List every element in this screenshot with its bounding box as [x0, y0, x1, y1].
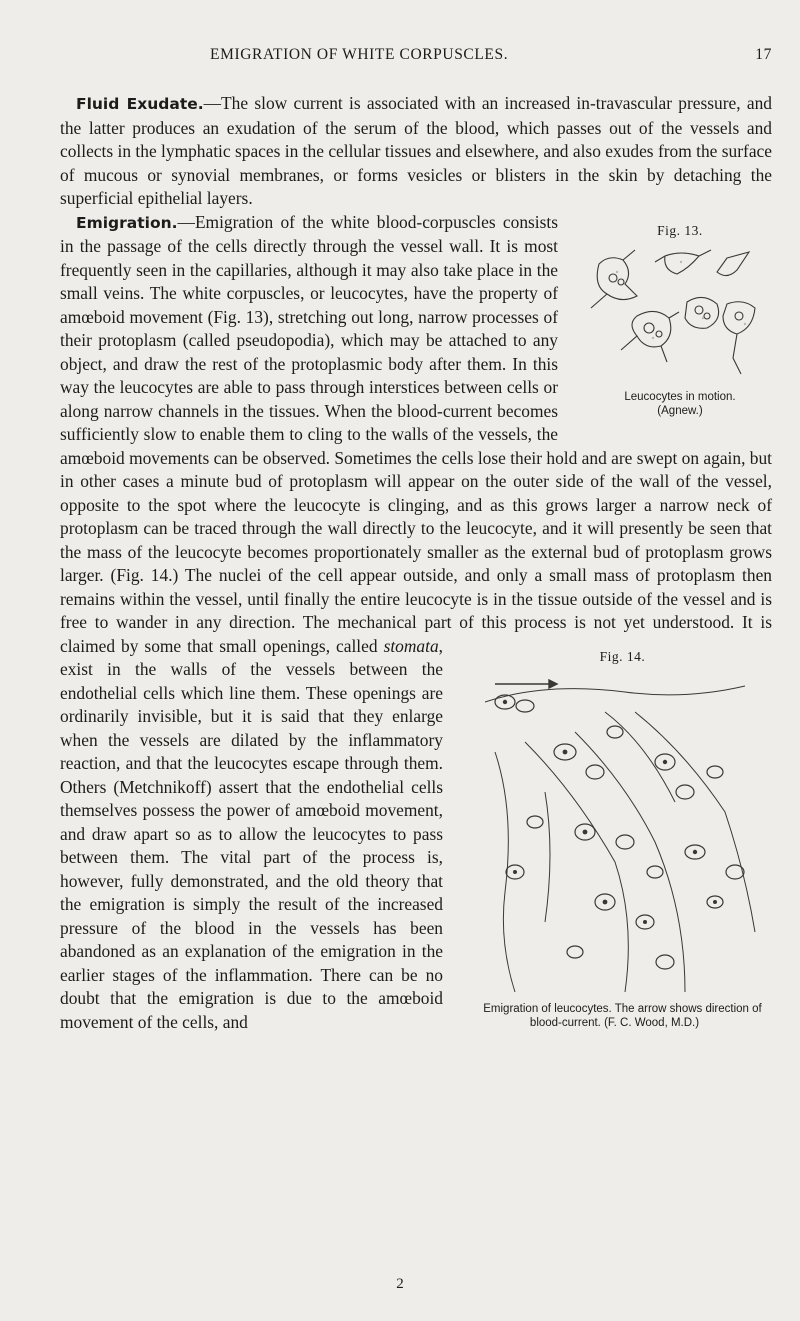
term-stomata: stomata [383, 635, 439, 656]
figure-13 [572, 219, 772, 423]
figure-14-label: Fig. 14. [599, 648, 646, 664]
paragraph-fluid-exudate [60, 92, 772, 211]
paragraph-text-part1: —Emigration of the white blood-corpuscles consists in the passage of the cells directly through the vessel wall. It is most frequently seen in the capillaries, although it may also take place in the small veins. The white corpuscles, or leucocytes, have the property of amœboid movement (Fig. 13), stretching out long, narrow processes of their protoplasm (called pseudopodia), which may be attached to any object, and draw the rest of the protoplasmic body after them. In this way the leucocytes are able to pass through interstices between cells or along narrow channels in the tissues. When the blood-current becomes sufficiently slow to enable them to cling to the walls of the vessels, the amœboid movements can be observed. Sometimes the cells lose their hold and are swept on again, but in other cases a minute bud of protoplasm will appear on the outer side of the wall of the vessel, opposite to the spot where the leucocyte is clinging, and as this grows larger a narrow neck of protoplasm can be traced through the wall directly to the leucocyte, and it will presently be seen that the mass of the leucocyte becomes proportionately smaller as the external bud of protoplasm grows larger. (Fig. 14.) The nuclei of the cell appear outside, and only a small mass of protoplasm then remains within the vessel, until finally the entire leucocyte is in the tissue outside of the vessel and is free to wander in any direction. The mechanical part of this process is not yet understood. It is claimed by some that small openings, called [60, 211, 772, 656]
paragraph-emigration [60, 211, 772, 1035]
paragraph-text: —The slow current is associated with an increased in-travascular pressure, and the latter produces an exudation of the serum of the blood, which passes out of the vessels and collects in the lymphatic spaces in the cellular tissues and elsewhere, and also exudes from the surface of mucous or synovial membranes, or forms vesicles or blisters in the skin by detaching the superficial epithelial layers. [60, 93, 772, 208]
running-title: EMIGRATION OF WHITE CORPUSCLES. [210, 46, 509, 63]
emigration-drawing [465, 672, 765, 998]
page-number: 17 [755, 46, 772, 63]
figure-14 [457, 645, 772, 1045]
body-text [60, 92, 772, 1049]
running-header [60, 46, 772, 70]
paragraph-text-part2: , exist in the walls of the vessels between the endothelial cells which line them. These openings are ordinarily invisible, but it is said that they enlarge when the vessels are dilated by the inflammatory reaction, and that the leucocytes escape through them. Others (Metchnikoff) assert that the endothelial cells themselves possess the power of amœboid movement, and draw apart so as to allow the leucocytes to pass between them. The vital part of the process is, however, fully demonstrated, and the old theory that the emigration is simply the result of the increased pressure of the blood in the vessels has been abandoned as an explanation of the emigration in the earlier stages of the inflammation. There can be no doubt that the emigration is due to the amœboid movement of the cells, and [60, 635, 443, 1032]
figure-14-caption: Emigration of leucocytes. The arrow shows direction of blood-current. (F. C. Wood, M.D.) [483, 1003, 762, 1029]
figure-13-caption-line2: (Agnew.) [657, 405, 703, 417]
signature-mark: 2 [396, 1276, 404, 1292]
section-heading-fluid-exudate: Fluid Exudate. [76, 95, 204, 113]
figure-13-caption-line1: Leucocytes in motion. [624, 391, 736, 403]
leucocytes-drawing [577, 246, 767, 386]
figure-13-label: Fig. 13. [657, 222, 703, 238]
figure-13-caption [572, 390, 772, 418]
section-heading-emigration: Emigration. [76, 213, 178, 232]
